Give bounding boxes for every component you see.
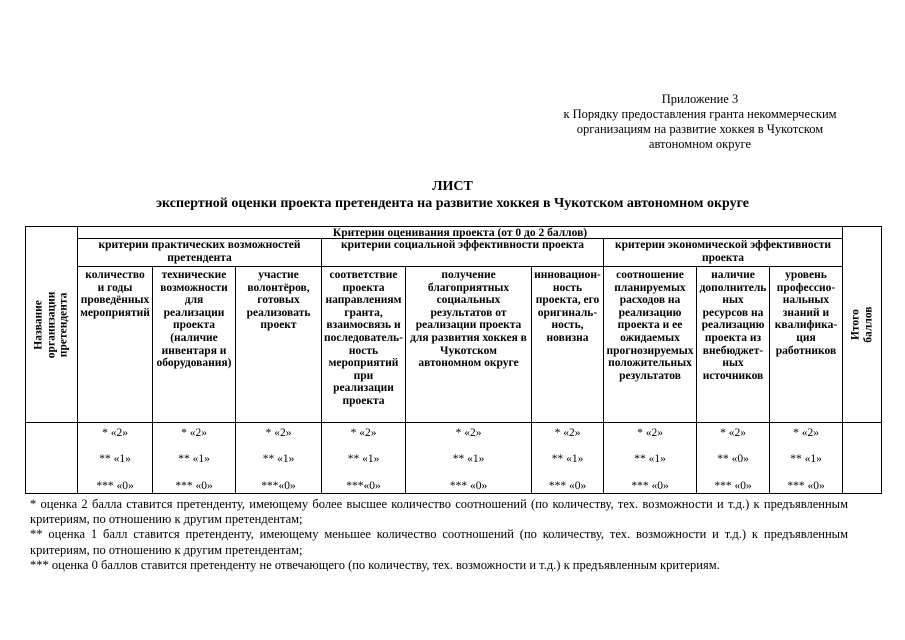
- criterion-header: [697, 267, 770, 423]
- total-header: [843, 227, 882, 423]
- criterion-header-text: наличие дополнитель ных ресурсов на реализацию проекта из внебюджет- ных источников: [699, 269, 767, 382]
- score-value: ** «1»: [99, 453, 131, 466]
- score-cell: [532, 423, 604, 494]
- document-title: ЛИСТ: [432, 179, 473, 194]
- score-value: ** «1»: [790, 453, 822, 466]
- appendix-block: [545, 92, 855, 152]
- score-value: *** «0»: [714, 479, 752, 492]
- score-value: * «2»: [102, 426, 128, 439]
- score-value: * «2»: [720, 426, 746, 439]
- appendix-line: автономном округе: [648, 137, 752, 151]
- score-value: *** «0»: [787, 479, 825, 492]
- criteria-main-header-text: Критерии оценивания проекта (от 0 до 2 баллов): [332, 227, 588, 239]
- score-value: ** «1»: [452, 453, 485, 466]
- criterion-header: [322, 267, 406, 423]
- score-cell: [770, 423, 843, 494]
- appendix-line: организациям на развитие хоккея в Чукотском: [576, 122, 824, 136]
- score-value: * «2»: [637, 426, 663, 439]
- score-value: ** «0»: [717, 453, 749, 466]
- document-subtitle: экспертной оценки проекта претендента на развитие хоккея в Чукотском автономном округе: [155, 196, 750, 211]
- group-header-social-text: критерии социальной эффективности проекта: [341, 239, 584, 251]
- score-value: ** «1»: [634, 453, 666, 466]
- score-value: * «2»: [554, 426, 581, 439]
- criterion-header-text: соотношение планируемых расходов на реализацию проекта и ее ожидаемых прогнозируемых положительных результатов: [606, 269, 694, 382]
- criterion-header-text: получение благоприятных социальных результатов от реализации проекта для развития хоккея в Чукотском автономном округе: [410, 269, 527, 370]
- score-value: *** «0»: [449, 479, 488, 492]
- score-value: *** «0»: [631, 479, 669, 492]
- score-value: * «2»: [350, 426, 377, 439]
- total-cell: [843, 423, 882, 494]
- org-name-header: [26, 227, 78, 423]
- score-cell: [236, 423, 322, 494]
- criterion-header-text: количество и годы проведённых мероприятий: [80, 269, 150, 319]
- score-cell: [406, 423, 532, 494]
- group-header-economic: [604, 239, 843, 267]
- score-value: * «2»: [181, 426, 207, 439]
- footnote: *** оценка 0 баллов ставится претенденту не отвечающего (по количеству, тех. возможности и т.д.) к предъявленным критериям.: [30, 557, 720, 572]
- score-value: ** «1»: [262, 453, 295, 466]
- criterion-header-text: уровень профессио- нальных знаний и квалифика- ция работников: [774, 269, 838, 357]
- score-value: ** «1»: [178, 453, 210, 466]
- score-value: ** «1»: [551, 453, 584, 466]
- criterion-header-text: участие волонтёров, готовых реализовать проект: [246, 269, 311, 332]
- org-name-cell: [26, 423, 78, 494]
- appendix-line: Приложение 3: [661, 92, 739, 106]
- score-value: *** «0»: [175, 479, 213, 492]
- score-value: ***«0»: [261, 479, 296, 492]
- total-header-text: Итого баллов: [849, 306, 874, 343]
- score-value: * «2»: [793, 426, 819, 439]
- evaluation-table: [25, 226, 882, 494]
- score-cell: [78, 423, 153, 494]
- criterion-header-text: технические возможности для реализации проекта (наличие инвентаря и оборудования): [156, 269, 232, 370]
- criterion-header: [770, 267, 843, 423]
- criterion-header-text: инновацион- ность проекта, его оригиналь- ность, новизна: [534, 269, 601, 344]
- group-header-practical-text: критерии практических возможностей претендента: [98, 239, 301, 264]
- criterion-header: [532, 267, 604, 423]
- footnote: * оценка 2 балла ставится претенденту, имеющему более высшее количество соотношений (по количеству, тех. возможности и т.д.) к предъявленным критериям, по отношению к другим претендентам;: [30, 497, 848, 527]
- criterion-header: [406, 267, 532, 423]
- criterion-header: [604, 267, 697, 423]
- score-value: *** «0»: [96, 479, 134, 492]
- group-header-practical: [78, 239, 322, 267]
- criterion-header: [236, 267, 322, 423]
- group-header-economic-text: критерии экономической эффективности проекта: [614, 239, 832, 264]
- footnote: ** оценка 1 балл ставится претенденту, имеющему меньшее количество соотношений (по количеству, тех. возможности и т.д.) к предъявленным критериям, по отношению к другим претендентам;: [30, 527, 848, 557]
- org-name-header-text: Название организации претендента: [32, 291, 70, 358]
- score-cell: [322, 423, 406, 494]
- score-value: ***«0»: [346, 479, 381, 492]
- score-cell: [604, 423, 697, 494]
- score-value: * «2»: [455, 426, 482, 439]
- footnotes: [30, 497, 848, 573]
- score-value: *** «0»: [548, 479, 587, 492]
- score-cell: [697, 423, 770, 494]
- criteria-main-header: [78, 227, 843, 239]
- appendix-line: к Порядку предоставления гранта некоммерческим: [563, 107, 837, 121]
- criterion-header: [78, 267, 153, 423]
- criterion-header-text: соответствие проекта направлениям гранта, взаимосвязь и последователь- ность мероприятий при реализации проекта: [324, 269, 403, 407]
- score-cell: [153, 423, 236, 494]
- criterion-header: [153, 267, 236, 423]
- score-value: ** «1»: [347, 453, 380, 466]
- score-value: * «2»: [265, 426, 292, 439]
- group-header-social: [322, 239, 604, 267]
